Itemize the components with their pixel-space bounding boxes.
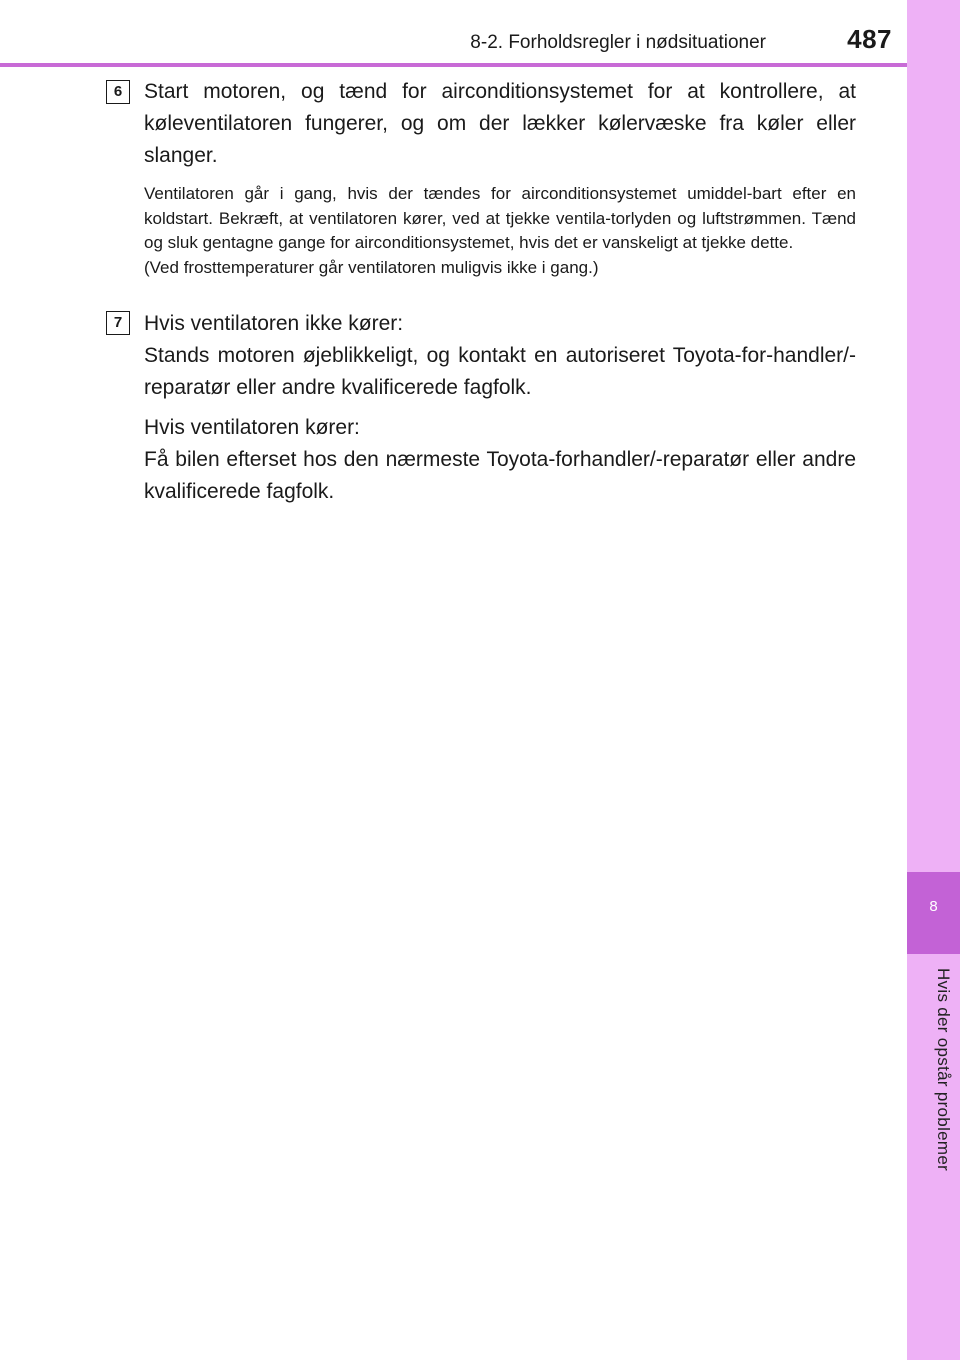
- page-number: 487: [847, 24, 892, 54]
- page-header: [0, 0, 906, 66]
- step-6-note: Ventilatoren går i gang, hvis der tændes for airconditionsystemet umiddel-bart efter en koldstart. Bekræft, at ventilatoren kører, ved at tjekke ventila-torlyden og luftstrømmen. Tænd og sluk gentagne gange for airconditionsystemet, hvis det er vanskeligt at tjekke dette.: [144, 184, 856, 252]
- step-number-6: 6: [106, 80, 130, 104]
- step-7-case2-text: Få bilen efterset hos den nærmeste Toyota-forhandler/-reparatør eller andre kvalificerede fagfolk.: [144, 448, 856, 503]
- chapter-title: Hvis der opstår problemer: [934, 968, 953, 1172]
- step-7-case1-heading: Hvis ventilatoren ikke kører:: [144, 312, 404, 335]
- step-6-content: [144, 76, 856, 280]
- step-7-content: [144, 308, 856, 508]
- step-6-note-extra: (Ved frosttemperaturer går ventilatoren muligvis ikke i gang.): [144, 257, 599, 277]
- step-6-text: Start motoren, og tænd for airconditionsystemet for at kontrollere, at køleventilatoren fungerer, og om der lækker kølervæske fra køler eller slanger.: [144, 80, 856, 167]
- step-7-case1-text: Stands motoren øjeblikkeligt, og kontakt en autoriseret Toyota-for-handler/-reparatør eller andre kvalificerede fagfolk.: [144, 344, 856, 399]
- step-7-case2-heading: Hvis ventilatoren kører:: [144, 416, 360, 439]
- header-rule: [0, 63, 960, 67]
- section-title: 8-2. Forholdsregler i nødsituationer: [470, 32, 766, 53]
- step-number-7: 7: [106, 311, 130, 335]
- chapter-number: 8: [929, 898, 938, 915]
